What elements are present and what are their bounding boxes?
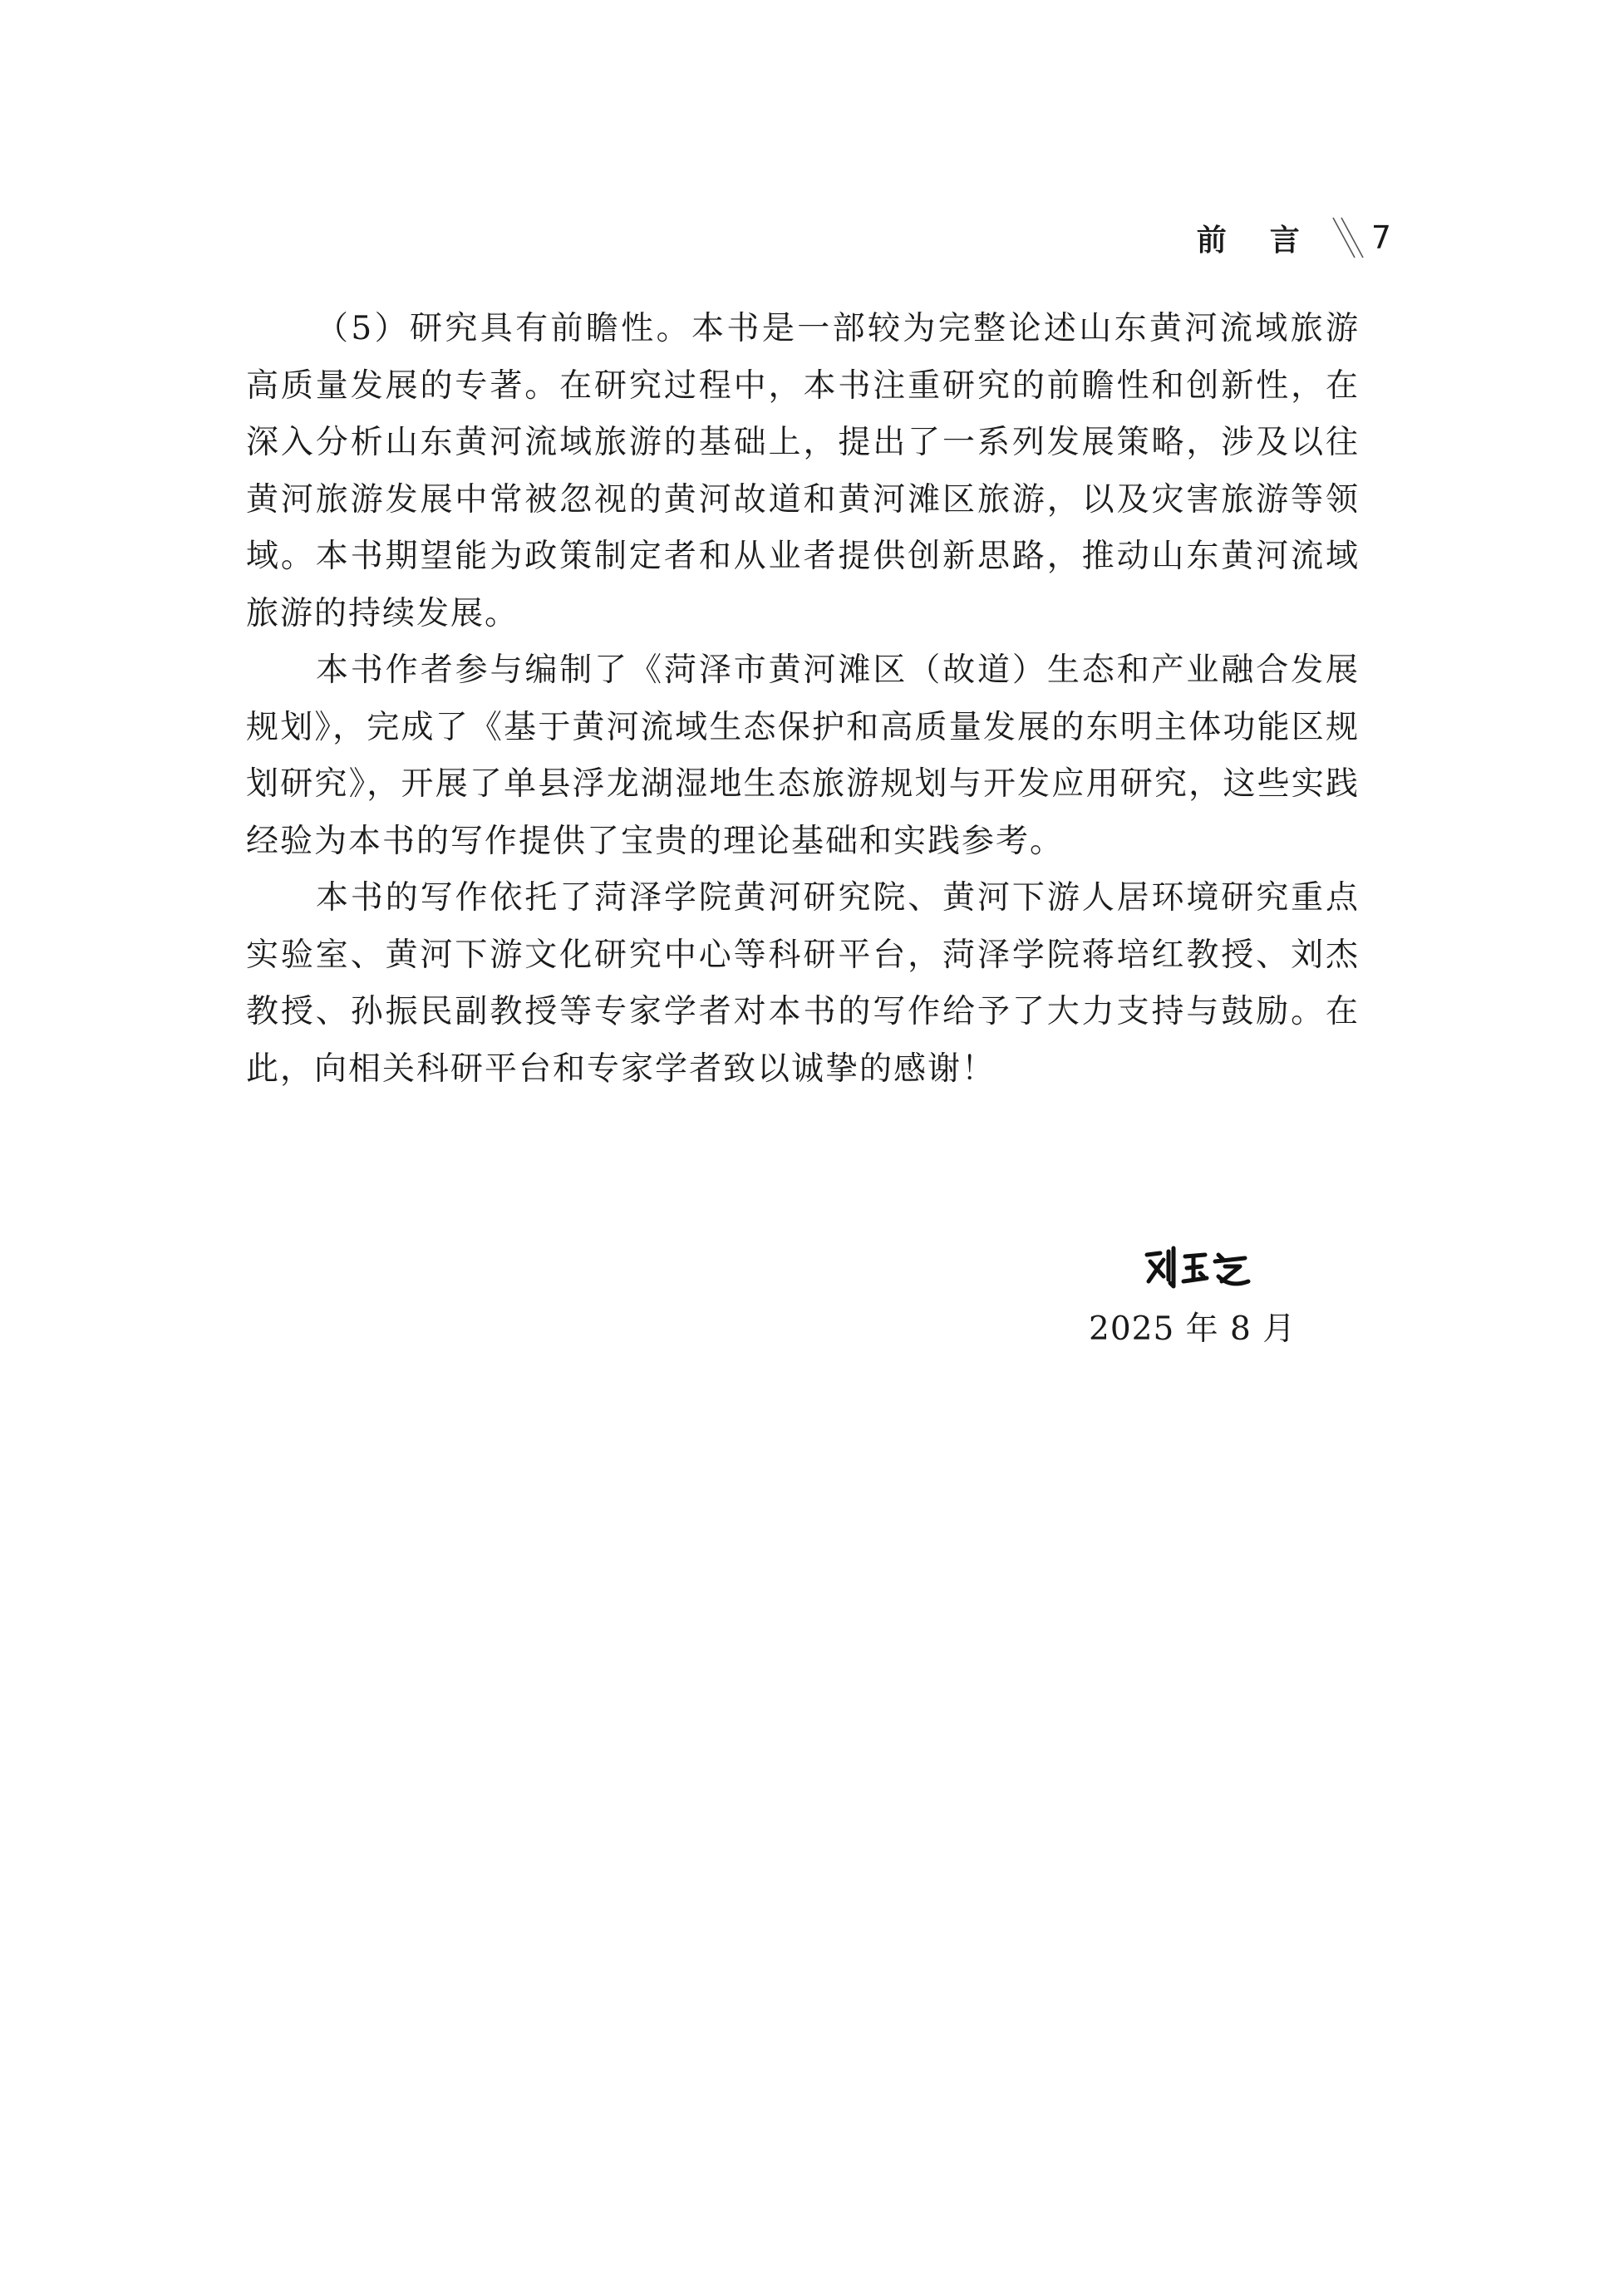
paragraph-practical-experience: 本书作者参与编制了《菏泽市黄河滩区（故道）生态和产业融合发展规划》，完成了《基于黄河流域生态保护和高质量发展的东明主体功能区规划研究》，开展了单县浮龙湖湿地生态旅游规划与开发应用研究，这些实践经验为本书的写作提供了宝贵的理论基础和实践参考。 — [246, 651, 1360, 860]
paragraph-acknowledgements: 本书的写作依托了菏泽学院黄河研究院、黄河下游人居环境研究重点实验室、黄河下游文化研究中心等科研平台，菏泽学院蒋培红教授、刘杰教授、孙振民副教授等专家学者对本书的写作给予了大力支持与鼓励。在此，向相关科研平台和专家学者致以诚挚的感谢！ — [246, 879, 1360, 1088]
running-head-title: 前言 — [1196, 223, 1343, 258]
paragraph-research-foresight: （5）研究具有前瞻性。本书是一部较为完整论述山东黄河流域旅游高质量发展的专著。在研究过程中，本书注重研究的前瞻性和创新性，在深入分析山东黄河流域旅游的基础上，提出了一系列发展策略，涉及以往黄河旅游发展中常被忽视的黄河故道和黄河滩区旅游，以及灾害旅游等领域。本书期望能为政策制定者和从业者提供创新思路，推动山东黄河流域旅游的持续发展。 — [246, 310, 1360, 632]
running-head — [1197, 213, 1391, 263]
handwritten-signature — [1139, 1243, 1255, 1293]
page-number: 7 — [1370, 219, 1391, 256]
double-slash-divider-icon — [1330, 214, 1366, 261]
preface-body — [246, 301, 1360, 1098]
signature-date: 2025 年 8 月 — [1089, 1310, 1297, 1348]
